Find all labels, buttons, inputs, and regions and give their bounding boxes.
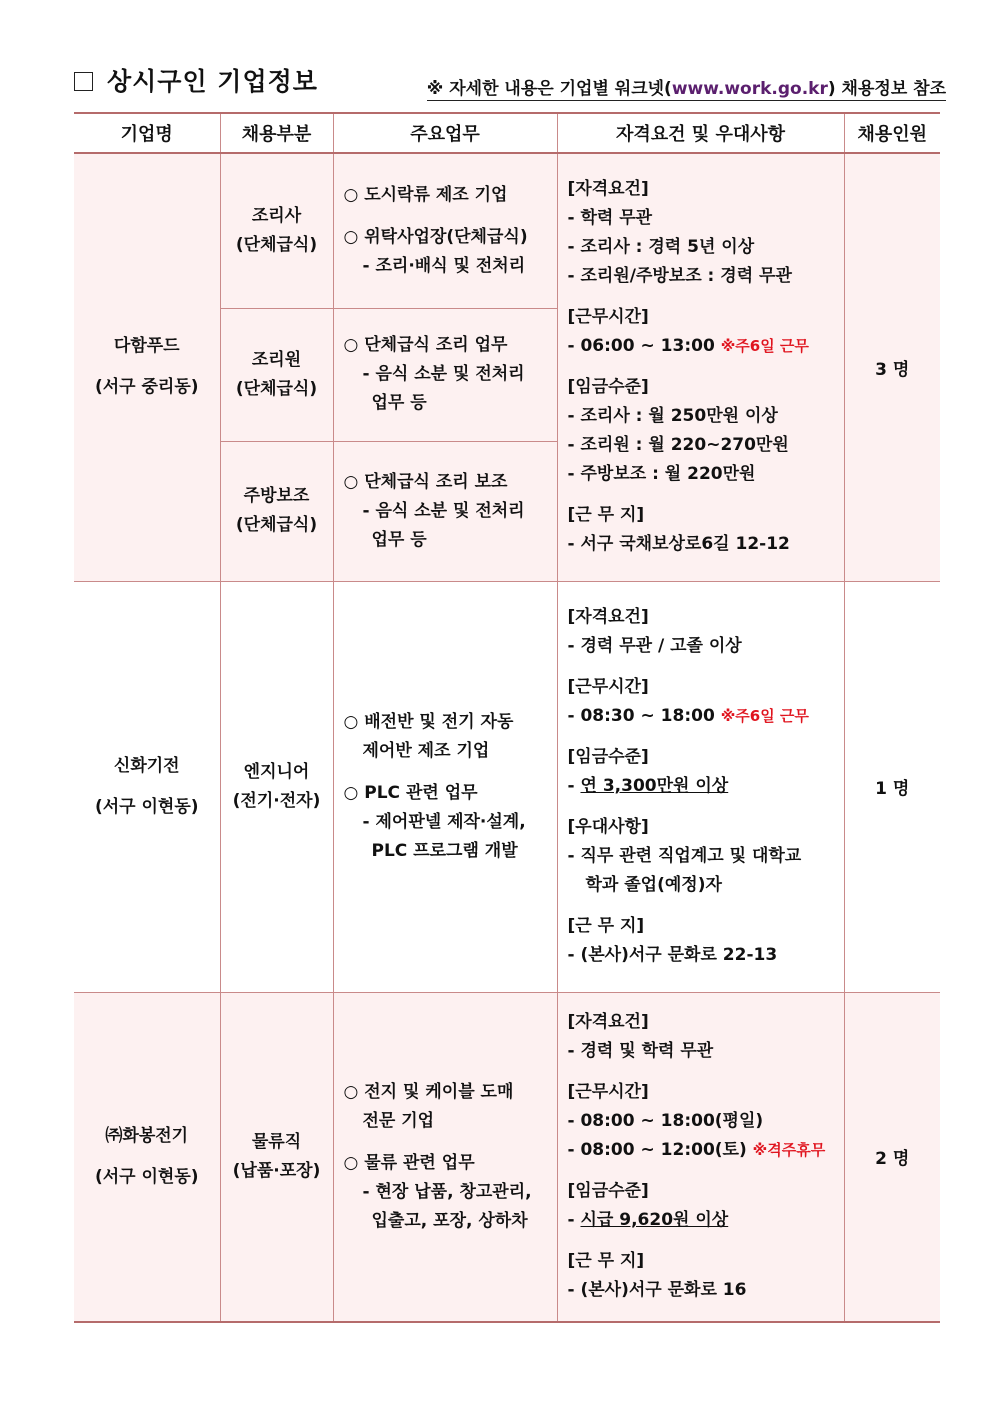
requirements-cell (557, 153, 844, 581)
hours-line (568, 702, 844, 731)
qual-header: [자격요건] (567, 1012, 649, 1033)
place-line: - 서구 국채보상로6길 12-12 (567, 534, 790, 555)
duties-cell (333, 441, 557, 581)
duties-cell (333, 308, 557, 441)
wage-header: [임금수준] (567, 747, 649, 767)
hours-text: - 08:00 ~ 12:00(토) (567, 1140, 753, 1161)
headcount-cell: 1 명 (844, 581, 940, 992)
wage-line: - 조리사 : 월 250만원 이상 (567, 406, 778, 427)
duties-cell (333, 581, 557, 992)
qual-line: - 조리원/주방보조 : 경력 무관 (567, 266, 792, 287)
hours-note: ※주6일 근무 (720, 707, 809, 725)
place-line: - (본사)서구 문화로 22-13 (567, 945, 778, 965)
position-cell (220, 153, 333, 308)
requirements-cell (557, 992, 844, 1322)
hours-text: - 08:30 ~ 18:00 (567, 706, 721, 726)
duty-line: - 음식 소분 및 전처리 (362, 364, 525, 384)
place-header: [근 무 지] (567, 916, 645, 936)
qual-line: - 조리사 : 경력 5년 이상 (567, 237, 755, 258)
pref-line: 학과 졸업(예정)자 (585, 875, 722, 895)
col-header-requirements: 자격요건 및 우대사항 (557, 113, 844, 153)
company-cell (74, 581, 220, 992)
wage-line (568, 772, 844, 801)
hours-header: [근무시간] (567, 677, 649, 697)
note-prefix: ※ 자세한 내용은 기업별 워크넷( (426, 79, 672, 99)
company-name: 다함푸드 (113, 336, 180, 357)
duty-line: 제어반 제조 기업 (362, 740, 490, 761)
wage-prefix: - (567, 1210, 581, 1231)
company-location: (서구 이현동) (94, 796, 199, 817)
position-cell (220, 308, 333, 441)
duty-line: ○ 단체급식 조리 업무 (343, 335, 508, 355)
qual-line: - 경력 및 학력 무관 (567, 1041, 714, 1062)
col-header-headcount: 채용인원 (844, 113, 940, 153)
page-header (74, 62, 946, 102)
hours-header: [근무시간] (567, 1082, 649, 1103)
wage-header: [임금수준] (567, 1181, 649, 1202)
place-line: - (본사)서구 문화로 16 (567, 1280, 747, 1301)
position-cell (220, 441, 333, 581)
qual-header: [자격요건] (567, 607, 649, 627)
position-title: 주방보조 (243, 486, 310, 506)
position-subtitle: (단체급식) (235, 234, 318, 255)
duty-line: ○ PLC 관련 업무 (343, 782, 478, 803)
col-header-position: 채용부분 (220, 113, 333, 153)
qual-line: - 학력 무관 (567, 208, 653, 229)
duty-line: PLC 프로그램 개발 (371, 840, 518, 861)
duty-line: ○ 물류 관련 업무 (343, 1152, 475, 1173)
company-cell (74, 992, 220, 1322)
position-subtitle: (단체급식) (235, 515, 318, 535)
company-location: (서구 이현동) (94, 1166, 199, 1187)
page-title-text: 상시구인 기업정보 (107, 67, 318, 96)
wage-value: 연 3,300만원 이상 (580, 776, 729, 796)
worknet-link[interactable]: www.work.go.kr (671, 79, 828, 99)
duty-line: 업무 등 (371, 393, 427, 413)
wage-line: - 주방보조 : 월 220만원 (567, 464, 756, 485)
duty-line: - 제어판넬 제작·설계, (362, 811, 526, 832)
position-title: 물류직 (251, 1131, 302, 1152)
duties-cell (333, 992, 557, 1322)
position-cell (220, 581, 333, 992)
hours-line (568, 332, 844, 361)
company-name: 신화기전 (113, 755, 180, 776)
company-name: ㈜화봉전기 (105, 1125, 189, 1146)
col-header-duties: 주요업무 (333, 113, 557, 153)
qual-line: - 경력 무관 / 고졸 이상 (567, 636, 742, 656)
pref-header: [우대사항] (567, 817, 649, 837)
duty-line: 입출고, 포장, 상하차 (371, 1210, 528, 1231)
duty-line: ○ 위탁사업장(단체급식) (343, 226, 528, 247)
wage-line: - 조리원 : 월 220~270만원 (567, 435, 789, 456)
hours-text: - 06:00 ~ 13:00 (567, 336, 721, 357)
worknet-note (427, 74, 946, 101)
headcount-cell: 2 명 (844, 992, 940, 1322)
col-header-company: 기업명 (74, 113, 220, 153)
duty-line: ○ 전지 및 케이블 도매 (343, 1081, 514, 1102)
wage-value: 시급 9,620원 이상 (580, 1210, 729, 1231)
duty-line: 전문 기업 (362, 1110, 435, 1131)
checkbox-square-icon (74, 72, 93, 91)
company-cell (74, 153, 220, 581)
hours-note: ※격주휴무 (752, 1141, 826, 1160)
qual-header: [자격요건] (567, 179, 649, 200)
position-title: 조리원 (251, 349, 302, 370)
table-row (74, 992, 940, 1322)
table-row (74, 581, 940, 992)
position-cell (220, 992, 333, 1322)
duty-line: - 음식 소분 및 전처리 (362, 500, 525, 521)
page-title (74, 62, 318, 98)
duty-line: ○ 도시락류 제조 기업 (343, 184, 508, 205)
place-header: [근 무 지] (567, 505, 645, 526)
hours-line: - 08:00 ~ 18:00(평일) (567, 1111, 764, 1132)
table-row (74, 153, 940, 308)
position-title: 엔지니어 (243, 761, 310, 782)
duty-line: ○ 배전반 및 전기 자동 (343, 711, 514, 732)
wage-prefix: - (567, 776, 581, 796)
position-subtitle: (전기·전자) (232, 790, 321, 811)
place-header: [근 무 지] (567, 1251, 645, 1272)
duty-line: - 조리·배식 및 전처리 (362, 255, 526, 276)
hours-line (568, 1136, 844, 1165)
duty-line: ○ 단체급식 조리 보조 (343, 471, 508, 492)
duty-line: 업무 등 (371, 529, 427, 550)
hours-header: [근무시간] (567, 307, 649, 328)
position-title: 조리사 (251, 205, 302, 226)
table-header-row (74, 113, 940, 153)
wage-line (568, 1206, 844, 1235)
note-suffix: ) 채용정보 참조 (827, 79, 946, 99)
headcount-cell: 3 명 (844, 153, 940, 581)
position-subtitle: (단체급식) (235, 378, 318, 399)
hours-note: ※주6일 근무 (720, 337, 809, 356)
wage-header: [임금수준] (567, 377, 649, 398)
duty-line: - 현장 납품, 창고관리, (362, 1181, 532, 1202)
requirements-cell (557, 581, 844, 992)
jobs-table (74, 112, 940, 1323)
duties-cell (333, 153, 557, 308)
position-subtitle: (납품·포장) (232, 1160, 321, 1181)
pref-line: - 직무 관련 직업계고 및 대학교 (567, 846, 802, 866)
company-location: (서구 중리동) (94, 377, 199, 398)
